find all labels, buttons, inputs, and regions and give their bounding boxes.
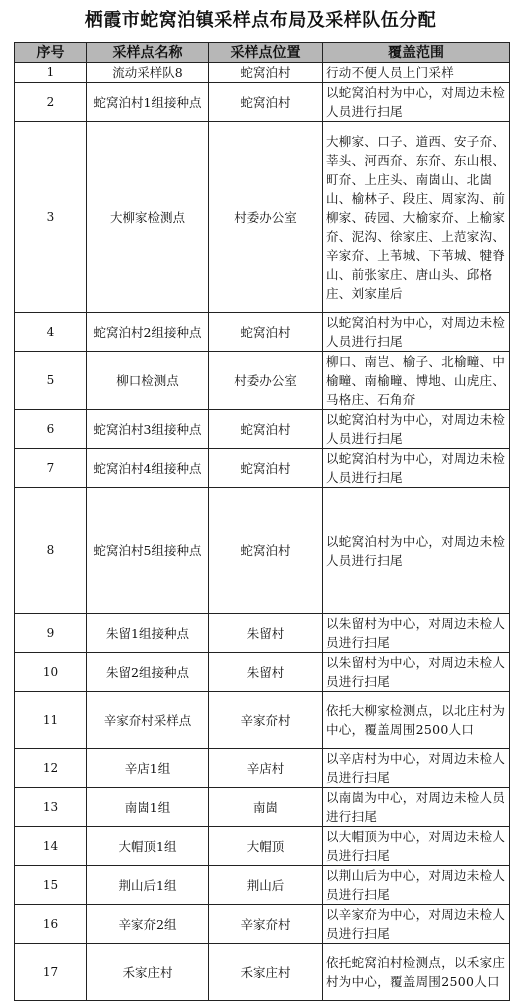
coverage-area: 以朱留村为中心，对周边未检人员进行扫尾 — [323, 614, 510, 653]
row-number: 2 — [15, 83, 87, 122]
row-number: 8 — [15, 488, 87, 614]
coverage-area: 以荆山后为中心，对周边未检人员进行扫尾 — [323, 866, 510, 905]
table-row — [15, 449, 510, 488]
table-row — [15, 827, 510, 866]
coverage-area: 依托大柳家检测点，以北庄村为中心，覆盖周围2500人口 — [323, 692, 510, 749]
sampling-table — [14, 42, 510, 1001]
header-location: 采样点位置 — [209, 43, 323, 63]
row-number: 16 — [15, 905, 87, 944]
sampling-point-name: 柳口检测点 — [87, 352, 209, 410]
table-row — [15, 410, 510, 449]
row-number: 7 — [15, 449, 87, 488]
sampling-point-location: 蛇窝泊村 — [209, 488, 323, 614]
row-number: 15 — [15, 866, 87, 905]
row-number: 11 — [15, 692, 87, 749]
sampling-point-location: 南崮 — [209, 788, 323, 827]
sampling-point-location: 辛家夼村 — [209, 692, 323, 749]
coverage-area: 以南崮为中心，对周边未检人员进行扫尾 — [323, 788, 510, 827]
document-title: 栖霞市蛇窝泊镇采样点布局及采样队伍分配 — [84, 10, 437, 31]
table-row — [15, 63, 510, 83]
table-row — [15, 944, 510, 1001]
coverage-area: 依托蛇窝泊村检测点，以禾家庄村为中心，覆盖周围2500人口 — [323, 944, 510, 1001]
sampling-point-location: 村委办公室 — [209, 352, 323, 410]
sampling-point-location: 大帽顶 — [209, 827, 323, 866]
sampling-point-name: 禾家庄村 — [87, 944, 209, 1001]
sampling-point-location: 朱留村 — [209, 614, 323, 653]
header-no: 序号 — [15, 43, 87, 63]
coverage-area: 柳口、南岂、榆子、北榆疃、中榆疃、南榆疃、博地、山虎庄、马格庄、石角夼 — [323, 352, 510, 410]
sampling-point-name: 朱留2组接种点 — [87, 653, 209, 692]
sampling-point-name: 大柳家检测点 — [87, 122, 209, 313]
sampling-point-name: 辛家夼村采样点 — [87, 692, 209, 749]
sampling-point-name: 南崮1组 — [87, 788, 209, 827]
header-name: 采样点名称 — [87, 43, 209, 63]
coverage-area: 以蛇窝泊村为中心，对周边未检人员进行扫尾 — [323, 83, 510, 122]
row-number: 1 — [15, 63, 87, 83]
row-number: 14 — [15, 827, 87, 866]
table-row — [15, 866, 510, 905]
sampling-point-name: 辛店1组 — [87, 749, 209, 788]
row-number: 17 — [15, 944, 87, 1001]
table-row — [15, 313, 510, 352]
coverage-area: 以辛店村为中心，对周边未检人员进行扫尾 — [323, 749, 510, 788]
sampling-point-name: 蛇窝泊村4组接种点 — [87, 449, 209, 488]
header-coverage: 覆盖范围 — [323, 43, 510, 63]
table-row — [15, 122, 510, 313]
sampling-point-location: 蛇窝泊村 — [209, 63, 323, 83]
coverage-area: 行动不便人员上门采样 — [323, 63, 510, 83]
sampling-point-name: 蛇窝泊村2组接种点 — [87, 313, 209, 352]
table-row — [15, 749, 510, 788]
coverage-area: 大柳家、口子、道西、安子夼、莘头、河西夼、东夼、东山根、町夼、上庄头、南崮山、北崮山、榆林子、段庄、周家沟、前柳家、砖园、大榆家夼、上榆家夼、泥沟、徐家庄、上范家沟、辛家夼、上苇城、下苇城、犍脊山、前张家庄、唐山头、邱格庄、刘家崖后 — [323, 122, 510, 313]
table-row — [15, 352, 510, 410]
row-number: 6 — [15, 410, 87, 449]
sampling-point-location: 禾家庄村 — [209, 944, 323, 1001]
sampling-point-location: 辛家夼村 — [209, 905, 323, 944]
sampling-point-name: 大帽顶1组 — [87, 827, 209, 866]
row-number: 3 — [15, 122, 87, 313]
sampling-point-name: 蛇窝泊村5组接种点 — [87, 488, 209, 614]
sampling-point-location: 村委办公室 — [209, 122, 323, 313]
sampling-point-location: 蛇窝泊村 — [209, 449, 323, 488]
sampling-point-name: 朱留1组接种点 — [87, 614, 209, 653]
table-row — [15, 788, 510, 827]
table-row — [15, 653, 510, 692]
sampling-point-name: 辛家夼2组 — [87, 905, 209, 944]
sampling-point-location: 辛店村 — [209, 749, 323, 788]
sampling-point-location: 荆山后 — [209, 866, 323, 905]
coverage-area: 以蛇窝泊村为中心，对周边未检人员进行扫尾 — [323, 449, 510, 488]
row-number: 10 — [15, 653, 87, 692]
coverage-area: 以大帽顶为中心，对周边未检人员进行扫尾 — [323, 827, 510, 866]
sampling-point-location: 蛇窝泊村 — [209, 410, 323, 449]
sampling-point-location: 蛇窝泊村 — [209, 313, 323, 352]
row-number: 5 — [15, 352, 87, 410]
row-number: 13 — [15, 788, 87, 827]
table-row — [15, 83, 510, 122]
coverage-area: 以朱留村为中心，对周边未检人员进行扫尾 — [323, 653, 510, 692]
table-row — [15, 614, 510, 653]
coverage-area: 以蛇窝泊村为中心，对周边未检人员进行扫尾 — [323, 488, 510, 614]
row-number: 9 — [15, 614, 87, 653]
coverage-area: 以辛家夼为中心，对周边未检人员进行扫尾 — [323, 905, 510, 944]
row-number: 4 — [15, 313, 87, 352]
table-row — [15, 488, 510, 614]
table-header-row — [15, 43, 510, 63]
row-number: 12 — [15, 749, 87, 788]
coverage-area: 以蛇窝泊村为中心，对周边未检人员进行扫尾 — [323, 410, 510, 449]
sampling-point-name: 蛇窝泊村1组接种点 — [87, 83, 209, 122]
sampling-point-location: 朱留村 — [209, 653, 323, 692]
table-row — [15, 692, 510, 749]
sampling-point-name: 流动采样队8 — [87, 63, 209, 83]
sampling-point-location: 蛇窝泊村 — [209, 83, 323, 122]
coverage-area: 以蛇窝泊村为中心，对周边未检人员进行扫尾 — [323, 313, 510, 352]
sampling-point-name: 荆山后1组 — [87, 866, 209, 905]
sampling-point-name: 蛇窝泊村3组接种点 — [87, 410, 209, 449]
table-row — [15, 905, 510, 944]
